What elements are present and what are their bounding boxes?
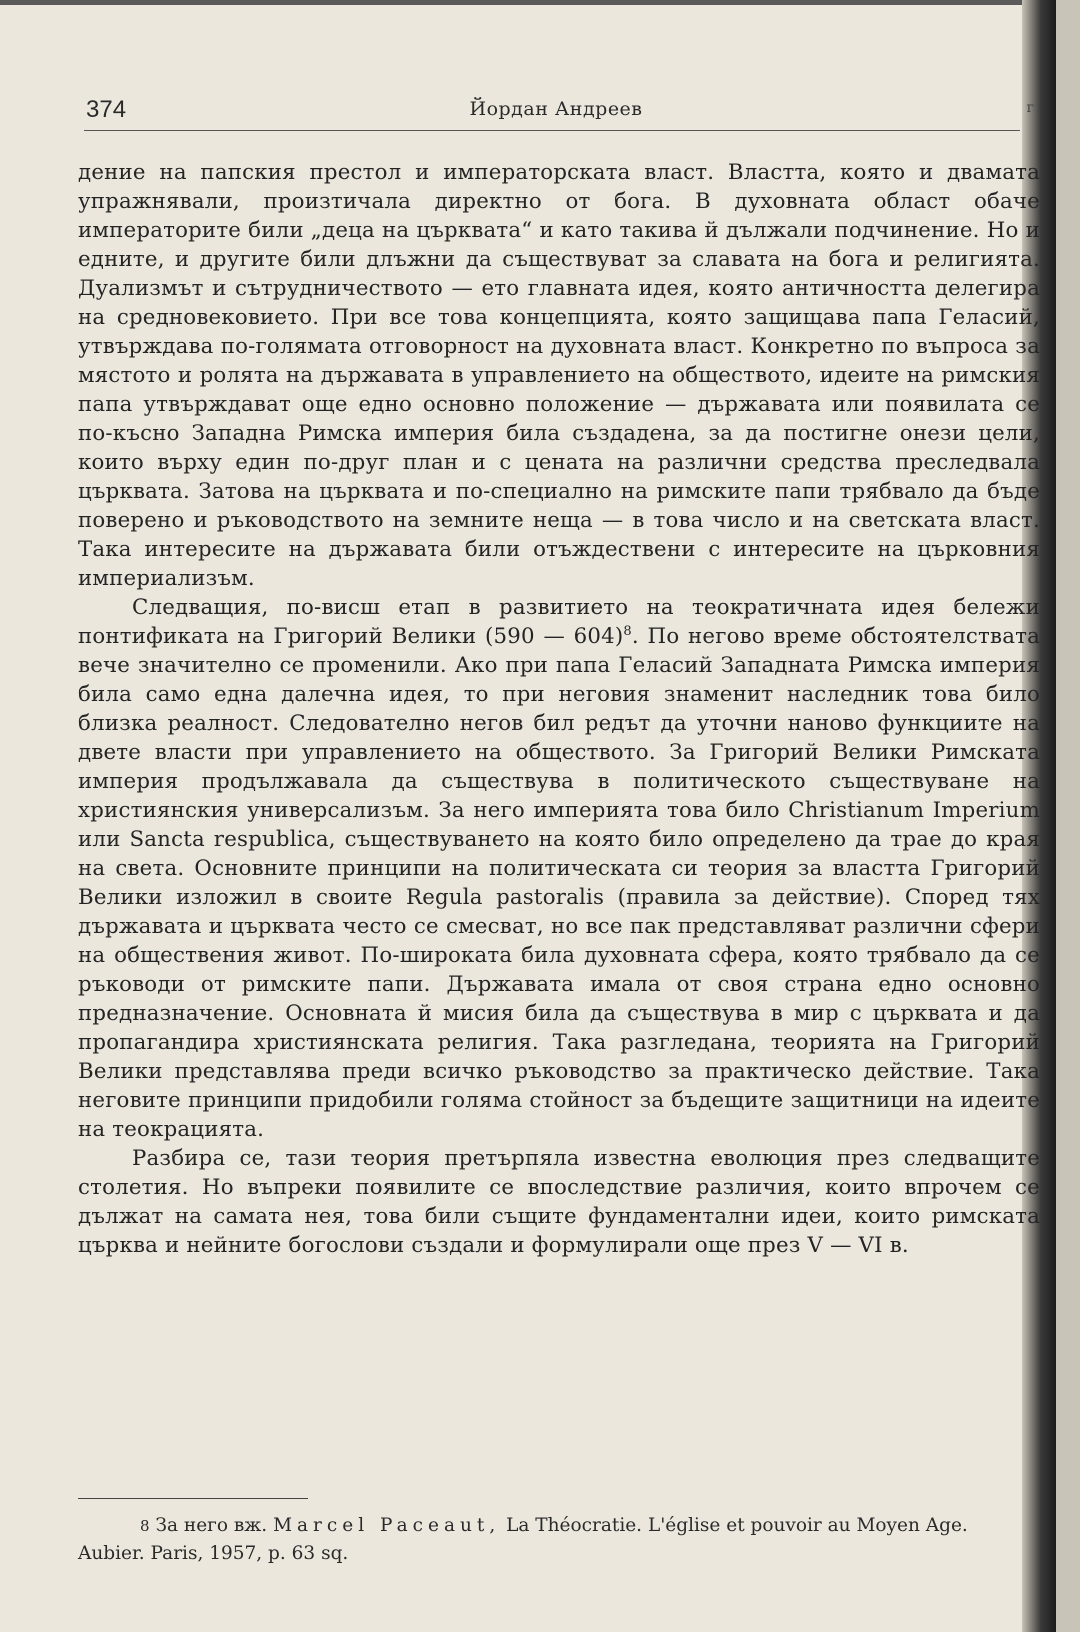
- footnote-number: 8: [140, 1517, 150, 1535]
- paragraph-3: Разбира се, тази теория претърпяла известна еволюция през следващите столетия. Но въпреки появилите се впоследствие различия, които впрочем се дължат на самата нея, това били същите фундаментални идеи, които римската църква и нейните богослови създали и формулирали още през V — VI в.: [78, 1146, 1040, 1258]
- page-top-edge: [0, 0, 1056, 5]
- paragraph-1: дение на папския престол и императорската власт. Властта, която и двамата упражнявали, произтичала директно от бога. В духовната област обаче императорите били „деца на църквата“ и като такива й дължали подчинение. Но и едните, и другите били длъжни да съществуват за славата на бога и религията. Дуализмът и сътрудничеството — ето главната идея, която античността делегира на средновековието. При все това концепцията, която защищава папа Геласий, утвърждава по-голямата отговорност на духовната власт. Конкретно по въпроса за мястото и ролята на държавата в управлението на обществото, идеите на римския папа утвърждават още едно основно положение — държавата или появилата се по-късно Западна Римска империя била създадена, за да постигне онези цели, които върху един по-друг план и с цената на различни средства преследвала църквата. Затова на църквата и по-специално на римските папи трябвало да бъде поверено и ръководството на земните неща — в това число и на светската власт. Така интересите на държавата били отъждествени с интересите на църковния империализъм.: [78, 160, 1040, 591]
- paragraph-2-part-2: . По негово време обстоятелствата вече значително се променили. Ако при папа Геласий Западната Римска империя била само една далечна идея, то при неговия знаменит наследник това било близка реалност. Следователно негов бил редът да уточни наново функциите на двете власти при управлението на обществото. За Григорий Велики Римската империя продължавала да съществува в политическото съществуване на християнския универсализъм. За него империята това било Christianum Imperium или Sancta respublica, съществуването на която било определено да трае до края на света. Основните принципи на политическата си теория за властта Григорий Велики изложил в своите Regula pastoralis (правила за действие). Според тях държавата и църквата често се смесват, но все пак представляват различни сфери на обществения живот. По-широката била духовната сфера, която трябвало да се ръководи от римските папи. Държавата имала от своя страна едно основно предназначение. Основната й мисия била да съществува в мир с църквата и да пропагандира християнската религия. Така разгледана, теорията на Григорий Велики представлява преди всичко ръководство за практическо действие. Така неговите принципи придобили голяма стойност за бъдещите защитници на идеите на теокрацията.: [78, 624, 1040, 1142]
- paragraph-2-part-1: Следващия, по-висш етап в развитието на теократичната идея бележи понтификата на Григорий Велики (590 — 604): [78, 595, 1040, 649]
- footnote-reference[interactable]: 8: [623, 623, 632, 639]
- footnote-author: Marcel Paceaut,: [273, 1515, 501, 1536]
- body-text: [78, 158, 1040, 1260]
- footnote-text-2: La Théocratie. L'église et pouvoir au Moyen Age. Aubier. Paris, 1957, p. 63 sq.: [78, 1515, 968, 1564]
- page-number: 374: [86, 96, 127, 123]
- header-corner-mark: г: [1026, 100, 1034, 116]
- footnote-text-1: За него вж.: [155, 1515, 268, 1536]
- footnote: [78, 1512, 1038, 1568]
- paragraph-2: [78, 593, 1040, 1144]
- running-head-author: Йордан Андреев: [469, 98, 643, 120]
- header-rule: [84, 130, 1020, 131]
- footnote-rule: [78, 1498, 308, 1499]
